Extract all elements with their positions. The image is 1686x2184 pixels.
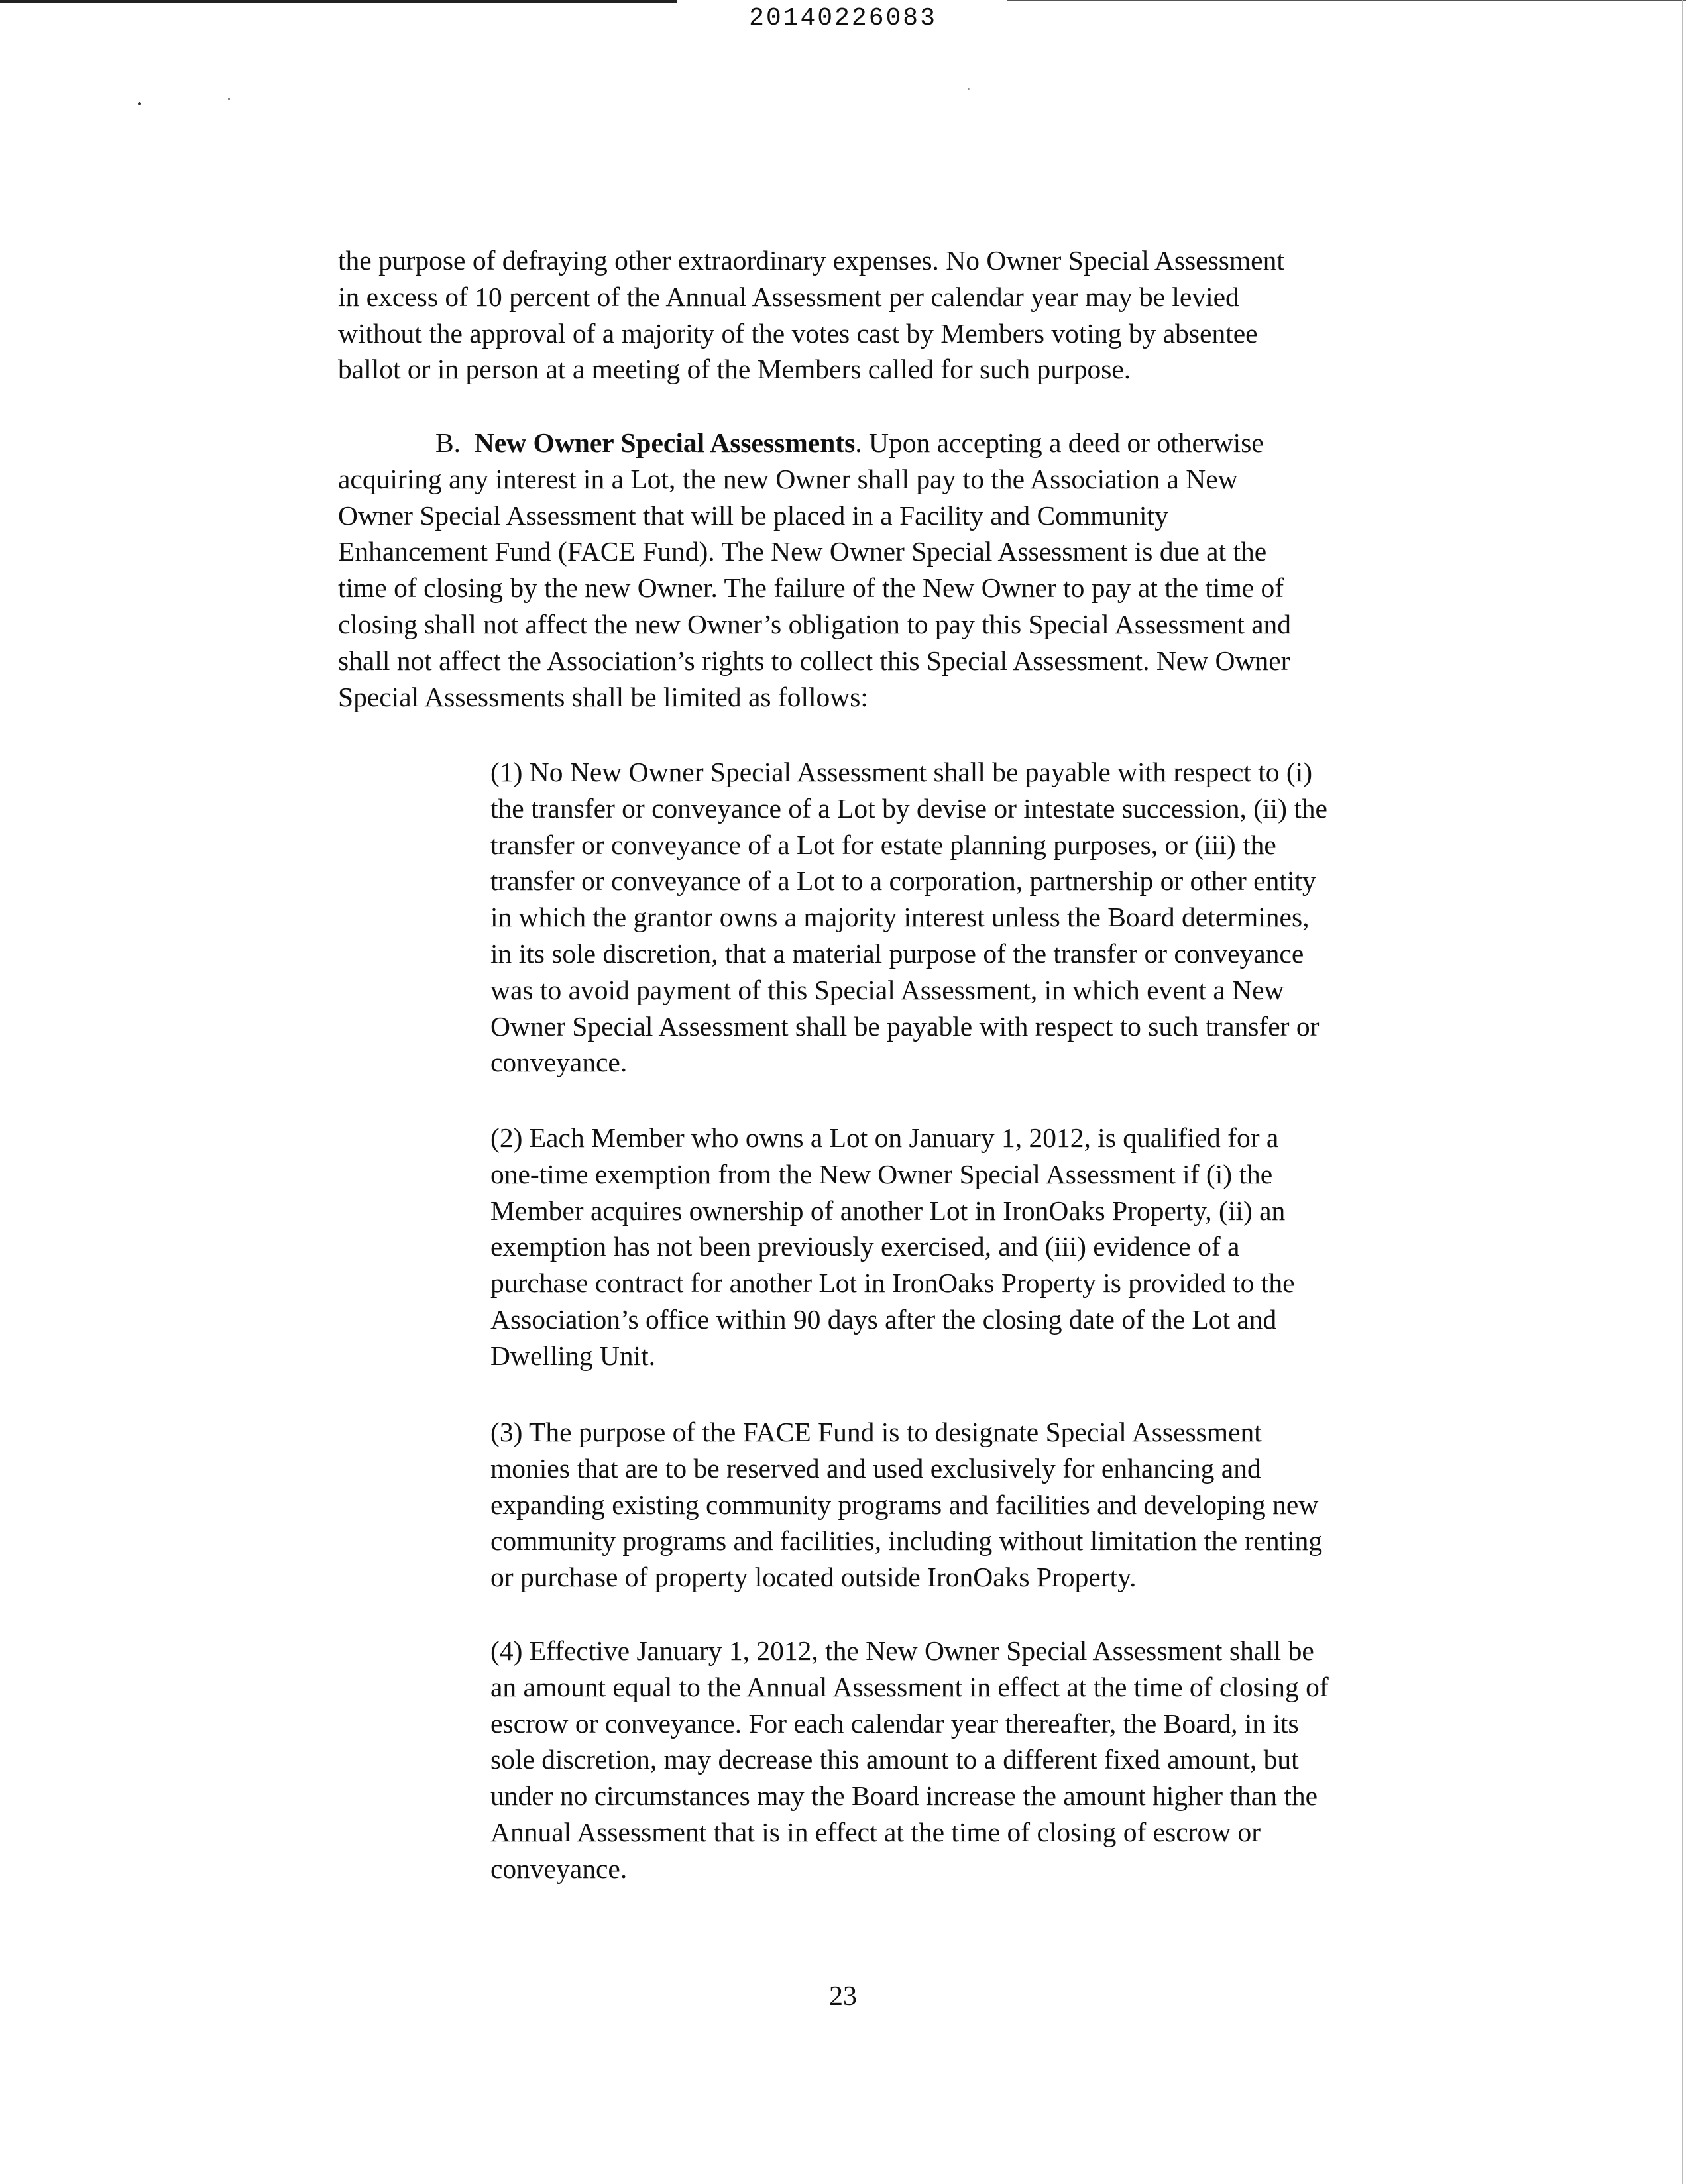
section-b-heading: New Owner Special Assessments bbox=[474, 427, 856, 458]
page-number: 23 bbox=[829, 1981, 857, 2012]
intro-paragraph bbox=[338, 243, 1284, 388]
text-line: Member acquires ownership of another Lot in IronOaks Property, (ii) an bbox=[490, 1195, 1286, 1226]
text-line: ballot or in person at a meeting of the Members called for such purpose. bbox=[338, 354, 1131, 385]
top-rule-left bbox=[0, 0, 677, 3]
text-line: transfer or conveyance of a Lot to a corporation, partnership or other entity bbox=[490, 865, 1316, 897]
text-line: Dwelling Unit. bbox=[490, 1340, 655, 1371]
section-b-first-line bbox=[338, 425, 1291, 461]
text-line: or purchase of property located outside IronOaks Property. bbox=[490, 1562, 1137, 1593]
text-line: in its sole discretion, that a material purpose of the transfer or conveyance bbox=[490, 938, 1304, 969]
text-line: Owner Special Assessment that will be placed in a Facility and Community bbox=[338, 500, 1168, 531]
text-line: exemption has not been previously exercised, and (iii) evidence of a bbox=[490, 1231, 1240, 1262]
text-line: (4) Effective January 1, 2012, the New Owner Special Assessment shall be bbox=[490, 1635, 1314, 1666]
text-line: in excess of 10 percent of the Annual Assessment per calendar year may be levied bbox=[338, 281, 1239, 312]
text-line: expanding existing community programs and facilities and developing new bbox=[490, 1489, 1319, 1520]
section-b-first-line-text: . Upon accepting a deed or otherwise bbox=[855, 427, 1264, 458]
scan-speck bbox=[228, 98, 230, 100]
section-b-paragraph bbox=[338, 425, 1291, 715]
text-line: purchase contract for another Lot in IronOaks Property is provided to the bbox=[490, 1268, 1295, 1299]
text-line: transfer or conveyance of a Lot for estate planning purposes, or (iii) the bbox=[490, 829, 1276, 860]
list-item-4 bbox=[490, 1633, 1329, 1887]
top-rule-right bbox=[1007, 0, 1686, 1]
text-line: shall not affect the Association’s rights to collect this Special Assessment. New Owner bbox=[338, 645, 1290, 676]
text-line: conveyance. bbox=[490, 1853, 628, 1884]
text-line: conveyance. bbox=[490, 1047, 628, 1078]
scan-speck bbox=[968, 88, 970, 90]
text-line: Special Assessments shall be limited as follows: bbox=[338, 681, 868, 712]
page-edge-line bbox=[1682, 0, 1683, 2184]
document-number: 20140226083 bbox=[749, 4, 937, 32]
text-line: acquiring any interest in a Lot, the new Owner shall pay to the Association a New bbox=[338, 463, 1238, 494]
text-line: under no circumstances may the Board increase the amount higher than the bbox=[490, 1780, 1318, 1812]
text-line: (1) No New Owner Special Assessment shall be payable with respect to (i) bbox=[490, 757, 1313, 787]
text-line: escrow or conveyance. For each calendar year thereafter, the Board, in its bbox=[490, 1708, 1299, 1739]
text-line: closing shall not affect the new Owner’s obligation to pay this Special Assessment and bbox=[338, 608, 1292, 639]
text-line: an amount equal to the Annual Assessment in effect at the time of closing of bbox=[490, 1671, 1329, 1702]
text-line: monies that are to be reserved and used exclusively for enhancing and bbox=[490, 1452, 1261, 1484]
text-line: the transfer or conveyance of a Lot by devise or intestate succession, (ii) the bbox=[490, 792, 1327, 824]
text-line: community programs and facilities, including without limitation the renting bbox=[490, 1525, 1323, 1556]
text-line: Association’s office within 90 days after the closing date of the Lot and bbox=[490, 1303, 1277, 1335]
list-item-1 bbox=[490, 754, 1327, 1081]
text-line: Annual Assessment that is in effect at the time of closing of escrow or bbox=[490, 1816, 1261, 1847]
scan-speck bbox=[138, 102, 141, 105]
text-line: the purpose of defraying other extraordinary expenses. No Owner Special Assessment bbox=[338, 245, 1284, 276]
list-item-3 bbox=[490, 1414, 1322, 1596]
text-line: Enhancement Fund (FACE Fund). The New Owner Special Assessment is due at the bbox=[338, 536, 1267, 567]
text-line: without the approval of a majority of the votes cast by Members voting by absentee bbox=[338, 317, 1258, 349]
text-line: (3) The purpose of the FACE Fund is to designate Special Assessment bbox=[490, 1417, 1262, 1447]
text-line: one-time exemption from the New Owner Special Assessment if (i) the bbox=[490, 1158, 1273, 1189]
text-line: sole discretion, may decrease this amount to a different fixed amount, but bbox=[490, 1744, 1299, 1775]
section-b-label: B. bbox=[435, 427, 461, 458]
text-line: was to avoid payment of this Special Assessment, in which event a New bbox=[490, 974, 1284, 1005]
text-line: (2) Each Member who owns a Lot on January 1, 2012, is qualified for a bbox=[490, 1122, 1279, 1153]
text-line: time of closing by the new Owner. The failure of the New Owner to pay at the time of bbox=[338, 573, 1284, 604]
text-line: in which the grantor owns a majority interest unless the Board determines, bbox=[490, 902, 1310, 933]
list-item-2 bbox=[490, 1120, 1295, 1374]
text-line: Owner Special Assessment shall be payable with respect to such transfer or bbox=[490, 1010, 1320, 1042]
